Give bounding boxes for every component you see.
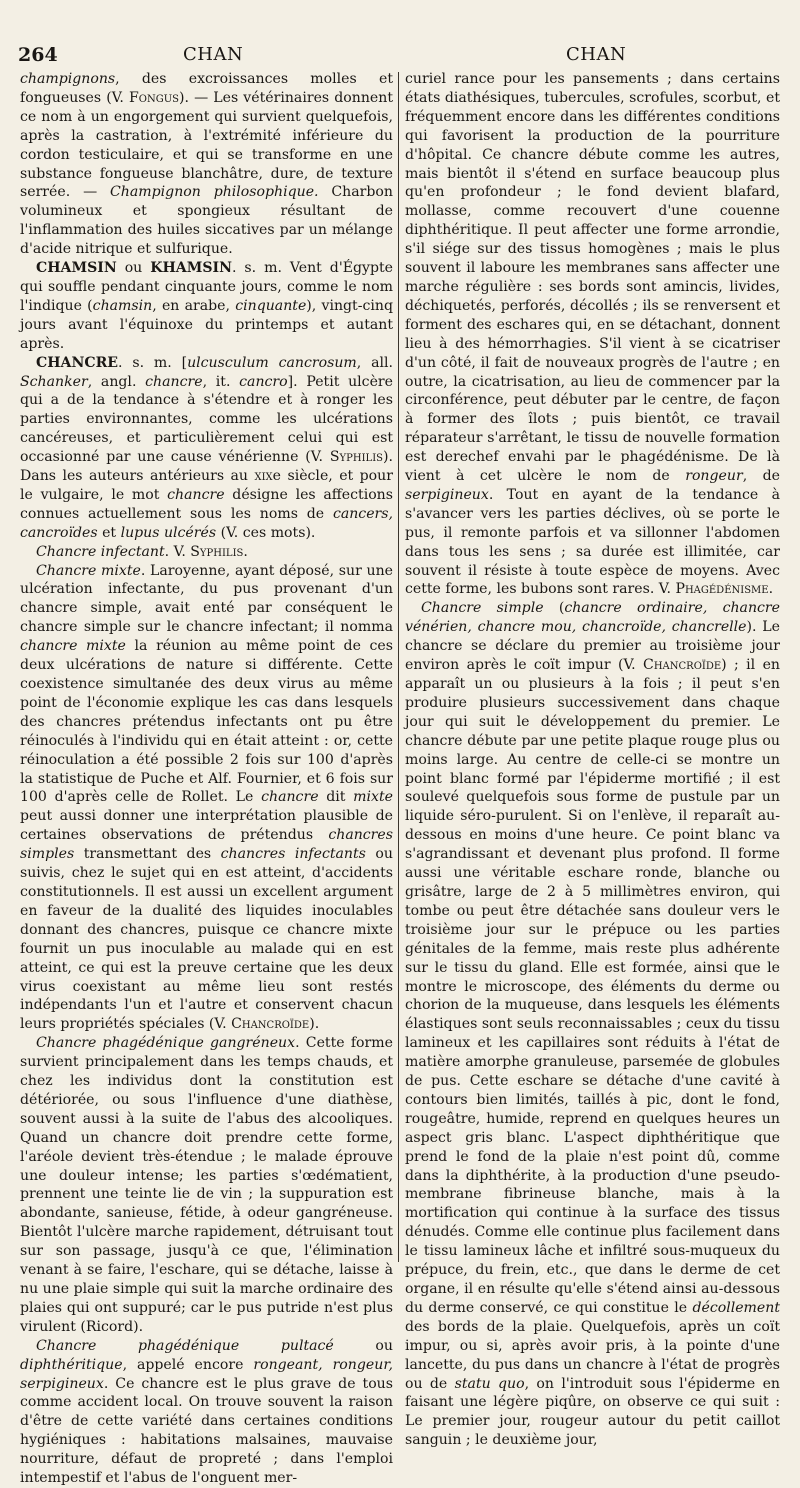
right-headword: CHAN — [566, 44, 627, 65]
entry-headword: CHAMSIN — [36, 260, 117, 277]
italic-term: chancre — [261, 789, 319, 806]
text-run: la réunion au même point de ces deux ulcérations de nature si différente. Cette coexistence simultanée des deux virus au même point de l'économie explique les cas dans lesquels des chancres prétendus infectants ont pu être réinoculés à l'individu qui en était atteint : or, cette réinoculation a été possible 2 fois sur 100 d'après la statistique de Puche et Alf. Fournier, et 6 fois sur 100 d'après celle de Rollet. Le — [20, 638, 394, 806]
cross-reference: Chancroïde — [231, 1016, 310, 1033]
cross-reference: Syphilis — [190, 543, 244, 560]
cross-reference: xix — [254, 468, 273, 485]
text-run: ). — Les vétérinaires donnent ce nom à un engorgement qui survient quelquefois, après la castration, à l'extrémité inférieure du cordon testiculaire, et qui se transforme en une substance fongueuse blanchâtre, dure, de texture serrée. — — [20, 89, 393, 201]
paragraph — [20, 1034, 393, 1337]
italic-term: chancre ordinaire, chancre vénérien, chancre mou, chancroïde, chancrelle — [405, 600, 780, 636]
paragraph — [20, 70, 393, 259]
italic-term: chancre mixte — [20, 638, 126, 655]
italic-term: Chancre infectant — [36, 543, 165, 560]
cross-reference: Syphilis — [329, 449, 384, 466]
cross-reference: Phagédénisme — [675, 581, 769, 598]
text-run: , appelé encore — [122, 1356, 254, 1373]
text-run: (V. ces mots). — [216, 524, 316, 541]
cross-reference: Chancroïde — [643, 657, 722, 674]
italic-term: cinquante — [235, 297, 307, 314]
paragraph — [405, 70, 780, 599]
text-run: . Tout en ayant de la tendance à s'avancer vers les parties déclives, où se porte le pus, il remonte parfois et va sillonner l'abdomen dans tous les sens ; sa durée est illimitée, car souvent il résiste à toute espèce de moyens. Avec cette forme, les bubons sont rares. V. — [405, 486, 780, 598]
text-run: Charbon volumineux et spongieux résultant de l'inflammation des huiles siccatives par un mélange d'acide nitrique et sulfurique. — [20, 184, 393, 258]
italic-term: cancers, cancroïdes — [20, 505, 393, 541]
italic-term: rongeant, rongeur, serpigineux — [20, 1356, 393, 1392]
text-run: . V. — [164, 543, 191, 560]
paragraph — [405, 599, 780, 1450]
text-run: ). Le chancre se déclare du premier au troisième jour environ après le coït impur (V. — [405, 619, 780, 674]
text-run: , de — [742, 468, 781, 485]
text-run: ). Dans les auteurs antérieurs au — [20, 449, 393, 485]
text-run: . — [768, 581, 774, 598]
right-text-column — [405, 70, 781, 1449]
text-run: ou — [116, 260, 151, 277]
page-number: 264 — [18, 44, 58, 66]
text-run: , en arabe, — [152, 297, 236, 314]
text-run: des bords de la plaie. Quelquefois, après un coït impur, ou si, après avoir pris, à la pointe d'une lancette, du pus dans un chancre à l'état de progrès ou de — [405, 1318, 780, 1392]
italic-term: Chancre mixte — [36, 562, 141, 579]
text-run: . Cette forme survient principalement dans les temps chauds, et chez les individus dont la constitution est détériorée, ou sous l'influence d'une diathèse, souvent aussi à la suite de l'abus des alcooliques. Quand un chancre doit prendre cette forme, l'aréole devient très-étendue ; le malade éprouve une douleur intense; les parties s'œdématient, prennent une teinte lie de vin ; la suppuration est abondante, sanieuse, fétide, à odeur gangréneuse. Bientôt l'ulcère marche rapidement, détruisant tout sur son passage, jusqu'à ce que, l'élimination venant à se faire, l'eschare, qui se détache, laisse à nu une plaie simple qui suit la marche ordinaire des plaies qui ont suppuré; car le pus putride n'est plus virulent (Ricord). — [20, 1035, 393, 1335]
paragraph — [20, 562, 393, 1035]
italic-term: chancre — [167, 486, 225, 503]
text-run: ), vingt-cinq jours avant l'équinoxe du printemps et autant après. — [20, 297, 393, 352]
italic-term: chancre — [145, 373, 203, 390]
paragraph — [20, 259, 393, 354]
left-text-column — [20, 70, 394, 1487]
cross-reference: Fongus — [129, 89, 179, 106]
text-run: transmettant des — [74, 846, 221, 863]
italic-term: Champignon philosophique. — [110, 184, 319, 201]
text-run: ). — [309, 1016, 320, 1033]
text-run: et — [97, 524, 121, 541]
text-run: ou suivis, chez le sujet qui en est atteint, d'accidents constitutionnels. Il est aussi un excellent argument en faveur de la dualité des liquides inoculables donnant des chancres, puisque ce chancre mixte fournit un pus inoculable au malade qui en est atteint, ce qui est la preuve certaine que les deux virus coexistant au même lieu sont restés indépendants l'un et l'autre et conservent chacun leurs propriétés spéciales (V. — [20, 846, 393, 1033]
italic-term: Chancre phagédénique pultacé — [36, 1337, 334, 1354]
italic-term: mixte — [353, 789, 393, 806]
text-run: . Ce chancre est le plus grave de tous comme accident local. On trouve souvent la raison d'être de cette variété dans certaines conditions hygiéniques : habitations malsaines, mauvaise nourriture, défaut de propreté ; dans l'emploi intempestif et l'abus de l'onguent mer- — [20, 1375, 393, 1487]
entry-headword: KHAMSIN — [150, 260, 232, 277]
text-run: , it. — [202, 373, 240, 390]
text-run: peut aussi donner une interprétation plausible de certaines observations de prétendus — [20, 808, 393, 844]
text-run: ]. Petit ulcère qui a de la tendance à s'étendre et à ronger les parties environnantes, comme les ulcérations cancéreuses, et particulièrement celui qui est occasionné par une cause vénérienne (V. — [20, 373, 393, 466]
italic-term: statu quo — [454, 1375, 525, 1392]
italic-term: diphthéritique — [20, 1356, 123, 1373]
italic-term: champignons — [20, 71, 116, 87]
italic-term: cancro — [239, 373, 288, 390]
italic-term: lupus ulcérés — [120, 524, 217, 541]
text-run: , on l'introduit sous l'épiderme en faisant une légère piqûre, on observe ce qui suit : Le premier jour, rougeur autour du petit caillot sanguin ; le deuxième jour, — [405, 1375, 781, 1449]
column-divider — [398, 72, 399, 1262]
text-run: e siècle, et pour le vulgaire, le mot — [20, 468, 393, 503]
italic-term: décollement — [692, 1299, 780, 1316]
paragraph — [20, 543, 393, 562]
italic-term: rongeur — [685, 468, 743, 485]
paragraph — [20, 1337, 393, 1488]
text-run: . — [243, 543, 248, 560]
text-run: ( — [543, 600, 565, 617]
text-run: . s. m. [ — [118, 354, 188, 371]
text-run: . Laroyenne, ayant déposé, sur une ulcération infectante, du pus provenant d'un chancre simple, avait enté par conséquent le chancre simple sur le chancre infectant; il nomma — [20, 562, 393, 636]
text-run: , all. — [356, 354, 393, 371]
italic-term: Schanker — [20, 373, 88, 390]
text-run: , des excroissances molles et fongueuses (V. — [20, 71, 393, 106]
italic-term: chancres simples — [20, 827, 393, 863]
text-run: curiel rance pour les pansements ; dans certains états diathésiques, tubercules, scrofules, scorbut, et fréquemment encore dans les différentes conditions qui favorisent la production de la pourriture d'hôpital. Ce chancre débute comme les autres, mais bientôt il s'étend en surface beaucoup plus qu'en profondeur ; le fond devient blafard, mollasse, comme recouvert d'une couenne diphthéritique. Il peut affecter une forme arrondie, s'il siége sur des tissus homogènes ; mais le plus souvent il laboure les membranes sans affecter une marche régulière : ses bords sont amincis, livides, déchiquetés, perforés, décollés ; ils se renversent et forment des eschares qui, en se détachant, donnent lieu à des hémorrhagies. S'il vient à se cicatriser d'un côté, il fait de nouveaux progrès de l'autre ; en outre, la cicatrisation, au lieu de commencer par la circonférence, peut débuter par le centre, de façon à former des îlots ; puis bientôt, ce travail réparateur s'arrêtant, le tissu de nouvelle formation est derechef envahi par le phagédénisme. De là vient à cet ulcère le nom de — [405, 71, 780, 485]
text-run: ou — [333, 1337, 393, 1354]
italic-term: serpigineux — [405, 486, 489, 503]
text-run: désigne les affections connues actuellement sous les noms de — [20, 486, 393, 522]
italic-term: Chancre simple — [421, 600, 544, 617]
italic-term: chancres infectants — [220, 846, 366, 863]
paragraph — [20, 354, 393, 543]
text-run: , angl. — [87, 373, 146, 390]
text-run: ) ; il en apparaît un ou plusieurs à la fois ; il peut s'en produire plusieurs successivement dans chaque jour qui suit le développement du premier. Le chancre débute par une petite plaque rouge plus ou moins large. Au centre de celle-ci se montre un point blanc formé par l'épiderme mortifié ; il est soulevé quelquefois sous forme de pustule par un liquide séro-purulent. Si on l'enlève, il reparaît au-dessous en moins d'une heure. Ce point blanc va s'agrandissant et devenant plus profond. Il forme aussi une véritable eschare ronde, blanche ou grisâtre, large de 2 à 5 millimètres environ, qui tombe ou peut être détachée sans douleur vers le troisième jour sur le prépuce ou les parties génitales de la femme, mais reste plus adhérente sur le tissu du gland. Elle est formée, ainsi que le montre le microscope, des éléments du derme ou chorion de la muqueuse, dans lesquels les éléments élastiques sont seuls reconnaissables ; ceux du tissu lamineux et les capillaires sont réduits à l'état de matière amorphe granuleuse, parsemée de globules de pus. Cette eschare se détache d'une cavité à contours bien limités, taillés à pic, dont le fond, rougeâtre, humide, reprend en quelques heures un aspect gris blanc. L'aspect diphthéritique que prend le fond de la plaie n'est point dû, comme dans la diphthérite, à la production d'une pseudo-membrane fibrineuse blanche, mais à la mortification qui continue à la surface des tissus dénudés. Comme elle continue plus facilement dans le tissu lamineux lâche et infiltré sous-muqueux du prépuce, du frein, etc., que dans le derme de cet organe, il en résulte qu'elle s'étend ainsi au-dessous du derme conservé, ce qui constitue le — [405, 657, 780, 1316]
text-run: . s. m. Vent d'Égypte qui souffle pendant cinquante jours, comme le nom l'indique ( — [20, 260, 393, 314]
text-run: dit — [318, 789, 354, 806]
italic-term: ulcusculum cancrosum — [187, 354, 357, 371]
left-headword: CHAN — [183, 44, 244, 65]
running-header — [0, 38, 800, 68]
italic-term: Chancre phagédénique gangréneux — [36, 1035, 296, 1052]
entry-headword: CHANCRE — [36, 354, 119, 371]
italic-term: chamsin — [92, 297, 153, 314]
